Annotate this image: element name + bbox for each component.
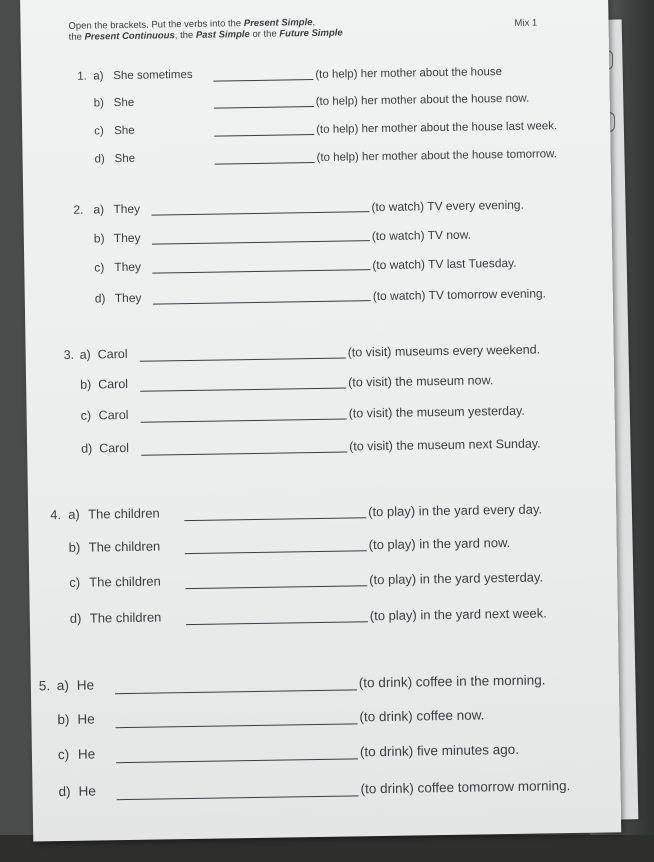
answer-blank[interactable] — [213, 79, 313, 82]
item-letter: a) — [93, 70, 104, 83]
item-subject: She — [113, 96, 135, 110]
answer-blank[interactable] — [185, 550, 367, 554]
item-subject: They — [113, 230, 141, 246]
item-letter: b) — [57, 711, 70, 728]
answer-blank[interactable] — [214, 134, 314, 137]
tense-present-continuous: Present Continuous — [84, 30, 175, 43]
verb-hint: (to visit) the museum next Sunday. — [349, 436, 541, 454]
item-letter: a) — [68, 506, 80, 522]
verb-hint: (to help) her mother about the house tomorrow. — [316, 148, 558, 164]
item-letter: c) — [80, 408, 92, 423]
item-letter: c) — [69, 574, 81, 590]
verb-hint: (to drink) coffee tomorrow morning. — [360, 778, 571, 797]
answer-blank[interactable] — [215, 162, 315, 165]
verb-hint: (to play) in the yard next week. — [369, 605, 547, 624]
instructions-text: Open the brackets. Put the verbs into the — [68, 18, 244, 32]
item-subject: The children — [89, 573, 161, 590]
answer-blank[interactable] — [153, 300, 371, 304]
verb-hint: (to play) in the yard every day. — [368, 501, 543, 520]
item-letter: d) — [94, 153, 105, 166]
answer-blank[interactable] — [151, 211, 369, 215]
answer-blank[interactable] — [152, 269, 370, 273]
exercise-number: 2. — [73, 202, 84, 217]
tense-present-simple: Present Simple — [243, 17, 313, 30]
exercise-number: 1. — [77, 70, 87, 83]
answer-blank[interactable] — [116, 723, 358, 728]
answer-blank[interactable] — [141, 451, 347, 455]
instructions-text: or the — [249, 28, 280, 41]
verb-hint: (to play) in the yard now. — [368, 534, 511, 553]
tense-future-simple: Future Simple — [279, 27, 343, 40]
instructions-text: the — [68, 31, 85, 43]
answer-blank[interactable] — [140, 387, 346, 391]
answer-blank[interactable] — [152, 240, 370, 244]
item-letter: b) — [93, 97, 105, 110]
answer-blank[interactable] — [186, 621, 368, 625]
answer-blank[interactable] — [185, 585, 367, 589]
item-subject: He — [76, 677, 95, 693]
verb-hint: (to help) her mother about the house — [315, 66, 503, 81]
instructions-text: , — [312, 16, 316, 29]
item-subject: The children — [89, 609, 162, 626]
instructions-text: , the — [174, 29, 197, 42]
item-subject: She — [114, 152, 136, 166]
answer-blank[interactable] — [140, 357, 346, 361]
verb-hint: (to help) her mother about the house now. — [315, 92, 530, 108]
item-letter: a) — [56, 677, 69, 694]
answer-blank[interactable] — [184, 517, 366, 521]
item-letter: b) — [68, 539, 81, 555]
answer-blank[interactable] — [116, 758, 358, 763]
item-subject: She — [114, 124, 135, 138]
item-letter: d) — [69, 610, 82, 626]
answer-blank[interactable] — [117, 795, 359, 800]
item-subject: He — [77, 746, 96, 762]
item-subject: Carol — [97, 346, 128, 362]
item-letter: a) — [79, 347, 91, 362]
exercise-number: 3. — [63, 347, 75, 362]
verb-hint: (to watch) TV last Tuesday. — [372, 255, 517, 273]
item-subject: He — [78, 783, 96, 799]
verb-hint: (to drink) coffee now. — [359, 707, 485, 725]
item-letter: c) — [57, 746, 70, 763]
item-subject: The children — [88, 538, 161, 555]
verb-hint: (to visit) the museum now. — [348, 373, 494, 390]
worksheet-page — [20, 0, 621, 842]
item-subject: He — [77, 711, 95, 727]
exercise-number: 4. — [50, 507, 62, 523]
verb-hint: (to watch) TV now. — [371, 227, 472, 244]
verb-hint: (to drink) five minutes ago. — [359, 741, 520, 760]
item-subject: They — [113, 201, 141, 217]
answer-blank[interactable] — [115, 689, 357, 694]
verb-hint: (to visit) the museum yesterday. — [348, 403, 525, 421]
verb-hint: (to help) her mother about the house last week. — [316, 120, 558, 136]
item-letter: c) — [94, 125, 104, 138]
verb-hint: (to play) in the yard yesterday. — [369, 569, 544, 588]
answer-blank[interactable] — [214, 106, 314, 109]
item-subject: They — [114, 259, 142, 275]
item-letter: a) — [93, 202, 105, 217]
item-subject: Carol — [98, 376, 129, 392]
item-letter: c) — [94, 260, 105, 275]
verb-hint: (to watch) TV every evening. — [371, 197, 524, 215]
item-letter: d) — [58, 783, 71, 800]
item-subject: The children — [88, 505, 160, 522]
worksheet-label: Mix 1 — [514, 17, 538, 29]
verb-hint: (to visit) museums every weekend. — [347, 342, 541, 360]
item-letter: d) — [81, 441, 93, 456]
answer-blank[interactable] — [141, 418, 347, 422]
item-letter: b) — [93, 231, 105, 246]
item-letter: d) — [94, 291, 106, 306]
item-subject: She sometimes — [113, 68, 193, 83]
instructions-line-2 — [69, 27, 343, 45]
item-letter: b) — [80, 377, 92, 392]
tense-past-simple: Past Simple — [195, 29, 250, 41]
verb-hint: (to drink) coffee in the morning. — [358, 672, 546, 691]
exercise-number: 5. — [38, 678, 51, 694]
item-subject: Carol — [99, 440, 130, 456]
item-subject: Carol — [98, 407, 129, 423]
verb-hint: (to watch) TV tomorrow evening. — [372, 286, 547, 304]
item-subject: They — [114, 290, 142, 306]
